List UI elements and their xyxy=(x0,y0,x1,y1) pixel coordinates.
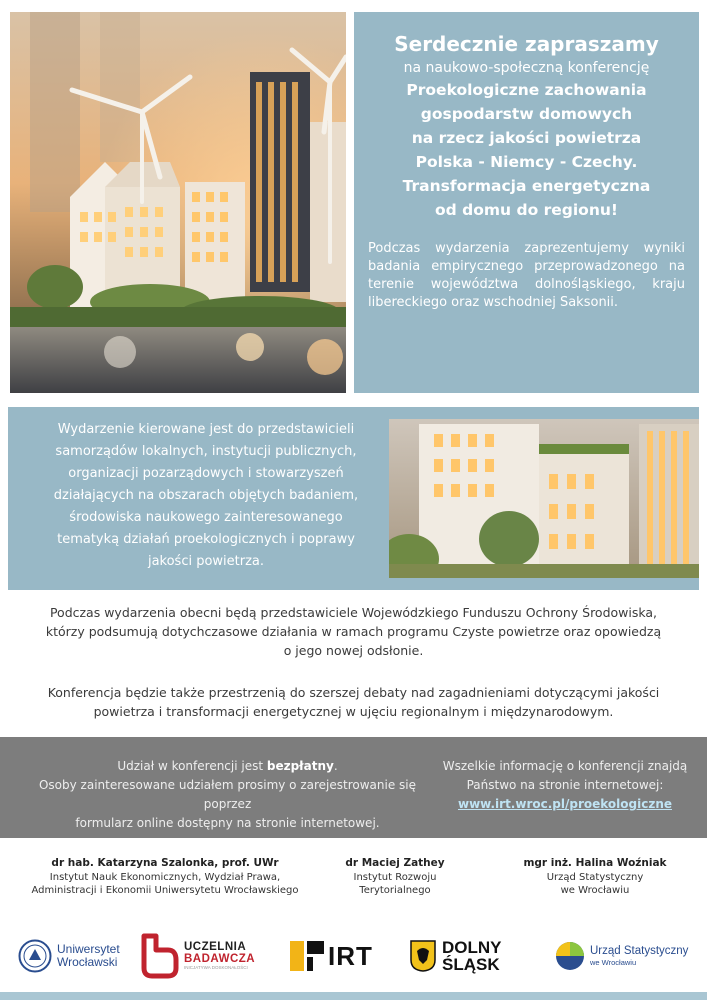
audience-line: samorządów lokalnych, instytucji publicznych, xyxy=(55,444,357,459)
audience-line: organizacji pozarządowych i stowarzyszeń xyxy=(68,466,344,481)
conference-title-line: od domu do regionu! xyxy=(435,201,618,219)
dolny-slask-text xyxy=(442,939,502,973)
invitation-panel xyxy=(354,12,699,393)
registration-line-2: Osoby zainteresowane udziałem prosimy o zarejestrowanie się poprzez xyxy=(38,778,416,811)
speaker-affiliation: Terytorialnego xyxy=(359,885,431,896)
conference-title-line: gospodarstw domowych xyxy=(420,105,633,123)
speaker-name: dr Maciej Zathey xyxy=(345,857,445,869)
audience-line: środowiska naukowego zainteresowanego xyxy=(69,510,343,525)
website-info xyxy=(440,757,690,814)
dolny-slask-line-2: ŚLĄSK xyxy=(442,955,500,974)
speaker-wozniak xyxy=(500,857,690,897)
bottom-accent-strip xyxy=(0,992,707,1000)
speaker-name: mgr inż. Halina Woźniak xyxy=(523,857,667,869)
buildings-image xyxy=(389,419,699,578)
registration-prefix: Udział w konferencji jest xyxy=(117,759,267,773)
speaker-affiliation: Administracji i Ekonomii Uniwersytetu Wrocławskiego xyxy=(31,885,299,896)
speaker-affiliation: Instytut Rozwoju xyxy=(353,872,437,883)
statistical-office-mark-icon xyxy=(555,941,585,971)
registration-line-1 xyxy=(20,757,435,776)
speaker-affiliation: Urząd Statystyczny xyxy=(546,872,644,883)
paragraph-line: o jego nowej odsłonie. xyxy=(283,643,424,658)
research-university-mark-icon xyxy=(138,932,180,980)
irt-logo-text: IRT xyxy=(328,940,373,971)
research-university-line-3: INICJATYWA DOSKONAŁOŚCI xyxy=(184,965,248,970)
university-logo-line: Wrocławski xyxy=(57,955,118,969)
research-university-line-1: UCZELNIA xyxy=(184,941,247,953)
conference-website-link[interactable]: www.irt.wroc.pl/proekologiczne xyxy=(457,797,672,811)
dolny-slask-logo xyxy=(410,930,520,982)
registration-info xyxy=(20,757,435,833)
research-university-text xyxy=(184,941,255,971)
conference-title-line: na rzecz jakości powietrza xyxy=(411,129,642,147)
invitation-description: Podczas wydarzenia zaprezentujemy wyniki badania empirycznego przeprowadzonego na terenie województwa dolnośląskiego, kraju libereckiego oraz wschodniej Saksonii. xyxy=(368,241,685,310)
audience-line: tematyką działań proekologicznych i poprawy xyxy=(57,532,355,547)
audience-panel xyxy=(8,407,699,590)
statistical-office-logo xyxy=(555,930,695,982)
speaker-affiliation: we Wrocławiu xyxy=(560,885,630,896)
university-logo-text xyxy=(57,943,120,969)
speaker-szalonka xyxy=(20,857,310,897)
officials-paragraph xyxy=(20,603,687,660)
speaker-zathey xyxy=(330,857,460,897)
paragraph-line: Konferencja będzie także przestrzenią do szerszej debaty nad zagadnieniami dotyczącymi jakości xyxy=(47,685,660,700)
free-label: bezpłatny xyxy=(266,759,334,773)
registration-band xyxy=(0,737,707,838)
audience-line: działających na obszarach objętych badaniem, xyxy=(53,488,359,503)
statistical-office-line-2: we Wrocławiu xyxy=(590,957,637,967)
statistical-office-text xyxy=(590,945,688,968)
eagle-crest-icon xyxy=(410,940,436,972)
registration-line-3: formularz online dostępny na stronie internetowej. xyxy=(75,816,380,830)
research-university-logo xyxy=(138,930,263,982)
city-wind-turbines-image xyxy=(10,12,346,393)
paragraph-line: którzy podsumują dotychczasowe działania w ramach programu Czyste powietrze oraz opowiedzą xyxy=(45,624,662,639)
audience-line: jakości powietrza. xyxy=(147,554,265,569)
statistical-office-line-1: Urząd Statystyczny xyxy=(590,944,689,957)
audience-text xyxy=(28,419,384,573)
registration-suffix: . xyxy=(333,759,338,773)
speaker-affiliation: Instytut Nauk Ekonomicznych, Wydział Prawa, xyxy=(49,872,281,883)
paragraph-line: powietrza i transformacji energetycznej w ujęciu regionalnym i międzynarodowym. xyxy=(93,704,614,719)
irt-logo xyxy=(290,930,382,982)
paragraph-line: Podczas wydarzenia obecni będą przedstawiciele Wojewódzkiego Funduszu Ochrony Środowiska, xyxy=(49,605,658,620)
university-seal-icon xyxy=(18,939,52,973)
debate-paragraph xyxy=(20,683,687,721)
university-logo-line: Uniwersytet xyxy=(57,942,120,956)
university-of-wroclaw-logo xyxy=(18,930,130,982)
speaker-name: dr hab. Katarzyna Szalonka, prof. UWr xyxy=(51,857,279,869)
invitation-headline: Serdecznie zapraszamy xyxy=(394,32,659,56)
conference-title-line: Proekologiczne zachowania xyxy=(406,81,647,99)
audience-line: Wydarzenie kierowane jest do przedstawicieli xyxy=(57,422,355,437)
dolny-slask-line-1: DOLNY xyxy=(442,938,502,957)
website-info-line-2: Państwo na stronie internetowej: xyxy=(466,778,664,792)
research-university-line-2: BADAWCZA xyxy=(184,953,256,965)
conference-title xyxy=(368,78,685,222)
conference-title-line: Transformacja energetyczna xyxy=(402,177,651,195)
irt-mark-icon xyxy=(290,941,324,971)
website-info-line-1: Wszelkie informację o konferencji znajdą xyxy=(442,759,688,773)
invitation-intro: na naukowo-społeczną konferencję xyxy=(403,60,650,76)
conference-title-line: Polska - Niemcy - Czechy. xyxy=(415,153,638,171)
